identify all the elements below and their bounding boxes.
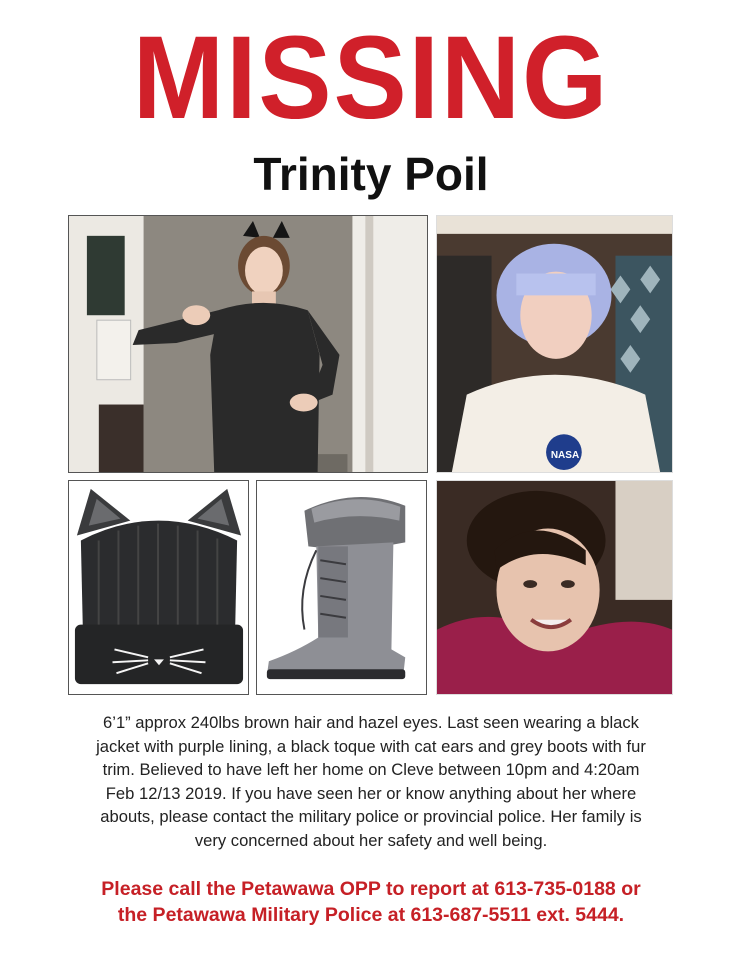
- photo-blue-wig: [436, 215, 673, 473]
- description-line: very concerned about her safety and well being.: [194, 830, 548, 850]
- callout-line: Please call the Petawawa OPP to report at 613-735-0188 or: [101, 878, 641, 900]
- callout-line: the Petawawa Military Police at 613-687-5511 ext. 5444.: [117, 904, 625, 926]
- description-paragraph: [60, 711, 682, 852]
- description-line: Feb 12/13 2019. If you have seen her or know anything about her where: [105, 783, 637, 803]
- description-line: abouts, please contact the military police or provincial police. Her family is: [100, 807, 642, 826]
- photo-face-closeup: [436, 480, 673, 695]
- description-line: trim. Believed to have left her home on Cleve between 10pm and 4:20am: [102, 760, 640, 779]
- description-line: jacket with purple lining, a black toque with cat ears and grey boots with fur: [96, 736, 646, 756]
- photo-full-body: [68, 215, 428, 473]
- photo-cat-ear-toque: [68, 480, 249, 695]
- missing-person-name: Trinity Poil: [253, 148, 489, 200]
- photo-grey-boot: [256, 480, 427, 695]
- contact-callout: [30, 876, 712, 928]
- headline: MISSING: [132, 12, 610, 144]
- description-line: 6’1” approx 240lbs brown hair and hazel eyes. Last seen wearing a black: [103, 713, 639, 732]
- nasa-logo-text: NASA: [550, 450, 580, 461]
